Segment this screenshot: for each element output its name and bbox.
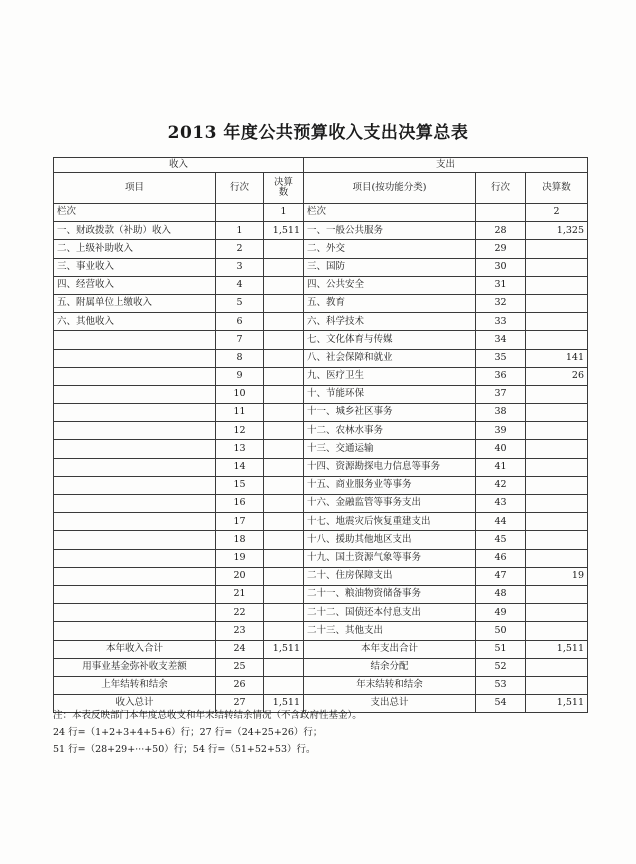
income-amount: 1,511 (264, 222, 304, 240)
table-row (54, 495, 588, 513)
table-row (54, 367, 588, 385)
empty-cell (216, 204, 264, 222)
expense-amount (526, 549, 588, 567)
expense-item: 二十、住房保障支出 (304, 567, 476, 585)
income-row-no: 7 (216, 331, 264, 349)
expense-row-no: 45 (476, 531, 526, 549)
column-label-right: 栏次 (304, 204, 476, 222)
summary-expense-item: 结余分配 (304, 658, 476, 676)
note-line: 24 行=（1+2+3+4+5+6）行；27 行=（24+25+26）行； (53, 727, 323, 738)
expense-item: 十八、援助其他地区支出 (304, 531, 476, 549)
income-amount (264, 349, 304, 367)
table-row (54, 476, 588, 494)
table-row (54, 313, 588, 331)
income-item: 一、财政拨款（补助）收入 (54, 222, 216, 240)
summary-row (54, 676, 588, 694)
expense-item: 十七、地震灾后恢复重建支出 (304, 513, 476, 531)
table-row (54, 458, 588, 476)
income-item: 三、事业收入 (54, 258, 216, 276)
table-row (54, 513, 588, 531)
final-amount-header-right: 决算数 (526, 173, 588, 204)
income-item (54, 585, 216, 603)
income-amount (264, 440, 304, 458)
income-row-no: 12 (216, 422, 264, 440)
expense-item: 六、科学技术 (304, 313, 476, 331)
summary-expense-amount: 1,511 (526, 695, 588, 713)
expense-row-no: 44 (476, 513, 526, 531)
expense-row-no: 36 (476, 367, 526, 385)
expense-amount (526, 458, 588, 476)
income-item (54, 422, 216, 440)
table-row (54, 222, 588, 240)
summary-income-amount (264, 658, 304, 676)
income-item: 六、其他收入 (54, 313, 216, 331)
table-row (54, 404, 588, 422)
income-item (54, 385, 216, 403)
income-row-no: 16 (216, 495, 264, 513)
expense-item: 十九、国土资源气象等事务 (304, 549, 476, 567)
expense-item: 十六、金融监管等事务支出 (304, 495, 476, 513)
table-row (54, 294, 588, 312)
income-row-no: 23 (216, 622, 264, 640)
summary-expense-row-no: 51 (476, 640, 526, 658)
expense-amount (526, 476, 588, 494)
summary-income-item: 本年收入合计 (54, 640, 216, 658)
expense-item: 二十二、国债还本付息支出 (304, 604, 476, 622)
expense-row-no: 46 (476, 549, 526, 567)
income-item (54, 404, 216, 422)
expense-row-no: 30 (476, 258, 526, 276)
summary-income-item: 收入总计 (54, 695, 216, 713)
expense-item: 十四、资源勘探电力信息等事务 (304, 458, 476, 476)
expense-row-no: 37 (476, 385, 526, 403)
expense-row-no: 31 (476, 276, 526, 294)
income-item (54, 495, 216, 513)
expense-item: 十一、城乡社区事务 (304, 404, 476, 422)
table-row (54, 422, 588, 440)
expense-item: 八、社会保障和就业 (304, 349, 476, 367)
table-row (54, 276, 588, 294)
expense-item: 七、文化体育与传媒 (304, 331, 476, 349)
summary-expense-row-no: 52 (476, 658, 526, 676)
income-row-no: 5 (216, 294, 264, 312)
row-no-header-right: 行次 (476, 173, 526, 204)
income-amount (264, 458, 304, 476)
summary-income-item: 上年结转和结余 (54, 676, 216, 694)
summary-expense-amount (526, 658, 588, 676)
income-item: 四、经营收入 (54, 276, 216, 294)
income-amount (264, 258, 304, 276)
expense-row-no: 28 (476, 222, 526, 240)
expense-amount (526, 422, 588, 440)
expense-item: 一、一般公共服务 (304, 222, 476, 240)
expense-amount (526, 276, 588, 294)
expense-amount (526, 440, 588, 458)
expense-header: 支出 (304, 158, 588, 173)
table-row (54, 567, 588, 585)
income-row-no: 15 (216, 476, 264, 494)
income-item: 二、上级补助收入 (54, 240, 216, 258)
summary-income-row-no: 24 (216, 640, 264, 658)
summary-row (54, 658, 588, 676)
page-title: 2013 年度公共预算收入支出决算总表 (167, 123, 469, 143)
income-item (54, 476, 216, 494)
income-row-no: 13 (216, 440, 264, 458)
empty-cell (476, 204, 526, 222)
income-item (54, 604, 216, 622)
income-row-no: 4 (216, 276, 264, 294)
expense-amount: 26 (526, 367, 588, 385)
income-row-no: 2 (216, 240, 264, 258)
expense-item: 十、节能环保 (304, 385, 476, 403)
summary-expense-item: 年末结转和结余 (304, 676, 476, 694)
summary-expense-amount (526, 676, 588, 694)
column-number-row (54, 204, 588, 222)
income-amount (264, 622, 304, 640)
expense-amount: 19 (526, 567, 588, 585)
expense-row-no: 35 (476, 349, 526, 367)
expense-amount (526, 404, 588, 422)
expense-row-no: 32 (476, 294, 526, 312)
summary-expense-amount: 1,511 (526, 640, 588, 658)
summary-row (54, 640, 588, 658)
expense-row-no: 34 (476, 331, 526, 349)
expense-amount (526, 240, 588, 258)
income-amount (264, 585, 304, 603)
table-row (54, 385, 588, 403)
income-amount (264, 531, 304, 549)
income-item (54, 331, 216, 349)
expense-amount (526, 495, 588, 513)
income-row-no: 18 (216, 531, 264, 549)
expense-amount (526, 258, 588, 276)
table-row (54, 549, 588, 567)
expense-row-no: 41 (476, 458, 526, 476)
income-amount (264, 549, 304, 567)
final-amount-header-left: 决算数 (264, 173, 304, 204)
income-item (54, 367, 216, 385)
income-row-no: 1 (216, 222, 264, 240)
expense-row-no: 50 (476, 622, 526, 640)
expense-item: 二、外交 (304, 240, 476, 258)
expense-item: 十三、交通运输 (304, 440, 476, 458)
expense-item: 二十一、粮油物资储备事务 (304, 585, 476, 603)
budget-table (53, 157, 588, 713)
income-item (54, 549, 216, 567)
income-amount (264, 604, 304, 622)
expense-amount (526, 531, 588, 549)
summary-income-row-no: 26 (216, 676, 264, 694)
summary-expense-row-no: 53 (476, 676, 526, 694)
expense-item: 二十三、其他支出 (304, 622, 476, 640)
income-amount (264, 331, 304, 349)
summary-income-item: 用事业基金弥补收支差额 (54, 658, 216, 676)
item-by-function-header: 项目(按功能分类) (304, 173, 476, 204)
expense-item: 三、国防 (304, 258, 476, 276)
income-item (54, 531, 216, 549)
table-notes (53, 707, 593, 758)
income-amount (264, 385, 304, 403)
note-line: 注：本表反映部门本年度总收支和年末结转结余情况（不含政府性基金）。 (53, 710, 362, 721)
expense-amount (526, 604, 588, 622)
expense-item: 四、公共安全 (304, 276, 476, 294)
income-item: 五、附属单位上缴收入 (54, 294, 216, 312)
summary-income-row-no: 27 (216, 695, 264, 713)
income-row-no: 14 (216, 458, 264, 476)
table-row (54, 349, 588, 367)
income-row-no: 21 (216, 585, 264, 603)
table-row (54, 622, 588, 640)
note-line: 51 行=（28+29+···+50）行；54 行=（51+52+53）行。 (53, 744, 316, 755)
expense-amount (526, 585, 588, 603)
table-row (54, 440, 588, 458)
summary-expense-row-no: 54 (476, 695, 526, 713)
expense-item: 十二、农林水事务 (304, 422, 476, 440)
expense-amount (526, 294, 588, 312)
income-row-no: 22 (216, 604, 264, 622)
income-item (54, 440, 216, 458)
expense-row-no: 43 (476, 495, 526, 513)
income-amount (264, 294, 304, 312)
income-row-no: 6 (216, 313, 264, 331)
income-amount (264, 422, 304, 440)
income-item (54, 349, 216, 367)
summary-income-amount: 1,511 (264, 640, 304, 658)
table-row (54, 604, 588, 622)
table-row (54, 258, 588, 276)
income-item (54, 622, 216, 640)
expense-amount: 141 (526, 349, 588, 367)
table-row (54, 240, 588, 258)
income-amount (264, 404, 304, 422)
row-no-header: 行次 (216, 173, 264, 204)
income-row-no: 10 (216, 385, 264, 403)
expense-amount: 1,325 (526, 222, 588, 240)
expense-row-no: 40 (476, 440, 526, 458)
income-amount (264, 276, 304, 294)
income-row-no: 3 (216, 258, 264, 276)
expense-amount (526, 313, 588, 331)
expense-row-no: 49 (476, 604, 526, 622)
table-row (54, 585, 588, 603)
income-item (54, 458, 216, 476)
income-row-no: 17 (216, 513, 264, 531)
income-amount (264, 313, 304, 331)
income-amount (264, 240, 304, 258)
table-header-row (54, 158, 588, 173)
income-row-no: 19 (216, 549, 264, 567)
summary-income-row-no: 25 (216, 658, 264, 676)
summary-expense-item: 支出总计 (304, 695, 476, 713)
expense-item: 十五、商业服务业等事务 (304, 476, 476, 494)
income-amount (264, 495, 304, 513)
summary-expense-item: 本年支出合计 (304, 640, 476, 658)
income-row-no: 9 (216, 367, 264, 385)
expense-row-no: 39 (476, 422, 526, 440)
expense-item: 九、医疗卫生 (304, 367, 476, 385)
expense-amount (526, 622, 588, 640)
expense-row-no: 38 (476, 404, 526, 422)
table-row (54, 531, 588, 549)
item-header: 项目 (54, 173, 216, 204)
table-subheader-row (54, 173, 588, 204)
summary-income-amount (264, 676, 304, 694)
expense-row-no: 48 (476, 585, 526, 603)
expense-amount (526, 385, 588, 403)
column-number-right: 2 (526, 204, 588, 222)
expense-item: 五、教育 (304, 294, 476, 312)
income-row-no: 11 (216, 404, 264, 422)
income-row-no: 20 (216, 567, 264, 585)
expense-amount (526, 331, 588, 349)
expense-row-no: 29 (476, 240, 526, 258)
expense-row-no: 47 (476, 567, 526, 585)
expense-row-no: 42 (476, 476, 526, 494)
income-item (54, 513, 216, 531)
column-number-left: 1 (264, 204, 304, 222)
income-item (54, 567, 216, 585)
table-row (54, 331, 588, 349)
summary-income-amount: 1,511 (264, 695, 304, 713)
income-amount (264, 476, 304, 494)
income-header: 收入 (54, 158, 304, 173)
column-label-left: 栏次 (54, 204, 216, 222)
income-row-no: 8 (216, 349, 264, 367)
expense-amount (526, 513, 588, 531)
income-amount (264, 513, 304, 531)
income-amount (264, 367, 304, 385)
expense-row-no: 33 (476, 313, 526, 331)
income-amount (264, 567, 304, 585)
